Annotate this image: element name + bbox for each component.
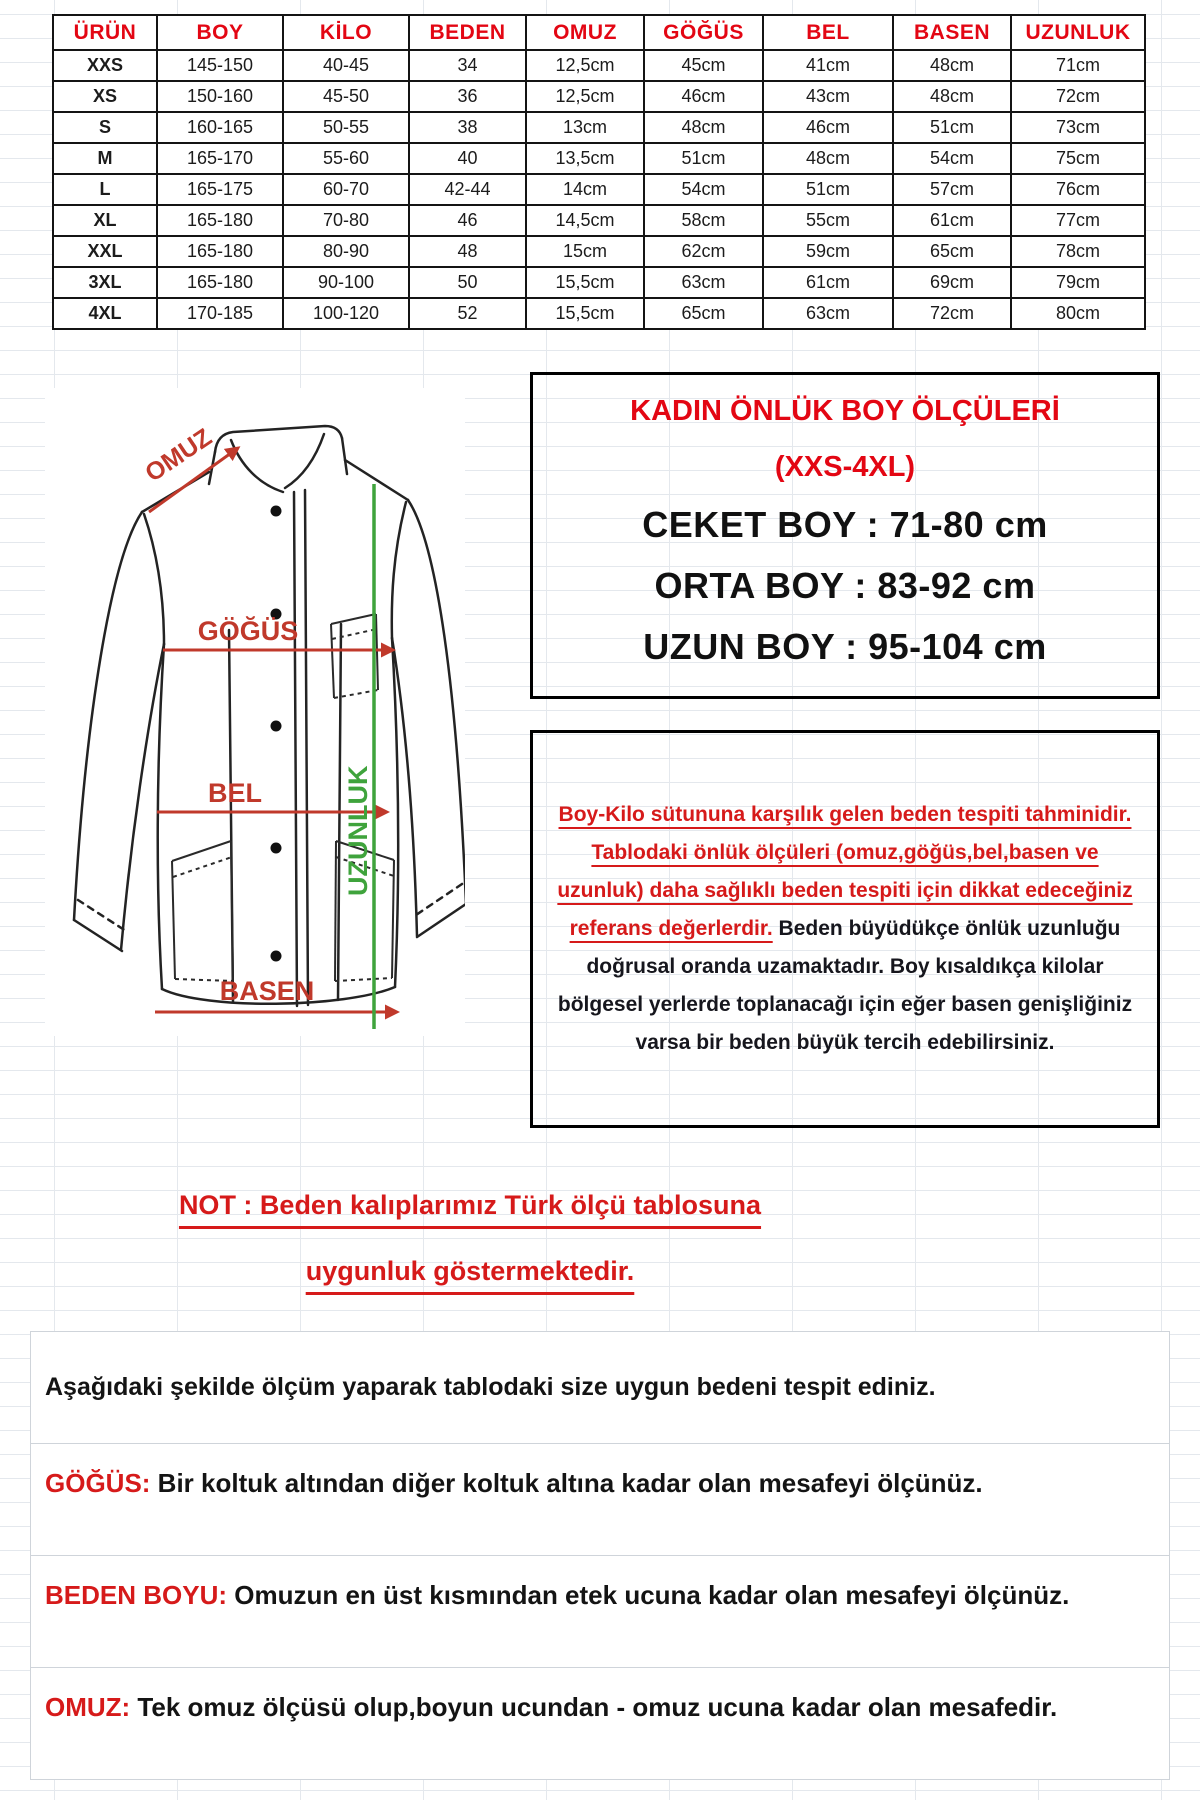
column-header: GÖĞÜS [644,15,763,50]
size-value-cell: 51cm [893,112,1011,143]
size-name-cell: M [53,143,157,174]
size-value-cell: 36 [409,81,526,112]
column-header: BASEN [893,15,1011,50]
size-value-cell: 80cm [1011,298,1145,329]
size-value-cell: 46 [409,205,526,236]
size-value-cell: 52 [409,298,526,329]
shoulder-measure-label: OMUZ [140,423,217,488]
size-value-cell: 80-90 [283,236,409,267]
size-value-cell: 55cm [763,205,893,236]
box-subtitle: (XXS-4XL) [774,451,916,483]
size-value-cell: 51cm [644,143,763,174]
size-value-cell: 40-45 [283,50,409,81]
size-value-cell: 150-160 [157,81,283,112]
size-row [53,81,1145,112]
size-value-cell: 46cm [763,112,893,143]
length-line-orta: ORTA BOY : 83-92 cm [654,565,1036,606]
size-value-cell: 45cm [644,50,763,81]
size-row [53,298,1145,329]
size-value-cell: 160-165 [157,112,283,143]
size-value-cell: 48cm [644,112,763,143]
column-header: OMUZ [526,15,644,50]
size-value-cell: 15,5cm [526,267,644,298]
size-value-cell: 14cm [526,174,644,205]
size-name-cell: XL [53,205,157,236]
size-value-cell: 50-55 [283,112,409,143]
jacket-drawing [45,388,465,1036]
size-value-cell: 38 [409,112,526,143]
explanation-red-text: Boy-Kilo sütununa karşılık gelen beden tespiti tahminidir. Tablodaki önlük ölçüleri (omuz,göğüs,bel,basen ve uzunluk) daha sağlıklı beden tespiti için dikkat edeceğiniz referans değerlerdir. [557,803,1133,940]
instruction-intro: Aşağıdaki şekilde ölçüm yaparak tablodaki size uygun bedeni tespit ediniz. [30,1331,1170,1444]
instruction-term: BEDEN BOYU: [45,1580,228,1610]
size-grid-table [52,14,1146,330]
instruction-list [30,1332,1170,1780]
size-row [53,174,1145,205]
size-row [53,143,1145,174]
size-value-cell: 54cm [644,174,763,205]
instruction-row [30,1667,1170,1780]
size-value-cell: 170-185 [157,298,283,329]
column-header: BEDEN [409,15,526,50]
size-value-cell: 48 [409,236,526,267]
size-value-cell: 76cm [1011,174,1145,205]
instruction-text: Omuzun en üst kısmından etek ucuna kadar olan mesafeyi ölçünüz. [227,1580,1070,1610]
instruction-row [30,1555,1170,1668]
size-value-cell: 14,5cm [526,205,644,236]
size-value-cell: 77cm [1011,205,1145,236]
size-value-cell: 90-100 [283,267,409,298]
length-line-ceket: CEKET BOY : 71-80 cm [642,504,1048,545]
size-name-cell: XXS [53,50,157,81]
size-value-cell: 58cm [644,205,763,236]
size-value-cell: 13,5cm [526,143,644,174]
size-value-cell: 65cm [893,236,1011,267]
size-value-cell: 41cm [763,50,893,81]
button-dots [271,506,282,962]
size-row [53,267,1145,298]
size-value-cell: 60-70 [283,174,409,205]
size-name-cell: S [53,112,157,143]
size-value-cell: 78cm [1011,236,1145,267]
size-value-cell: 72cm [893,298,1011,329]
size-value-cell: 15cm [526,236,644,267]
length-summary-box [530,372,1160,699]
size-value-cell: 42-44 [409,174,526,205]
size-row [53,236,1145,267]
size-value-cell: 65cm [644,298,763,329]
size-value-cell: 70-80 [283,205,409,236]
size-value-cell: 51cm [763,174,893,205]
size-row [53,205,1145,236]
instruction-row [30,1443,1170,1556]
size-value-cell: 13cm [526,112,644,143]
size-value-cell: 57cm [893,174,1011,205]
size-value-cell: 48cm [763,143,893,174]
column-header: BEL [763,15,893,50]
size-value-cell: 145-150 [157,50,283,81]
size-name-cell: 4XL [53,298,157,329]
size-value-cell: 62cm [644,236,763,267]
size-value-cell: 43cm [763,81,893,112]
explanation-paragraph [533,786,1157,1072]
instruction-term: GÖĞÜS: [45,1468,151,1498]
column-header: UZUNLUK [1011,15,1145,50]
size-value-cell: 59cm [763,236,893,267]
size-value-cell: 40 [409,143,526,174]
size-value-cell: 75cm [1011,143,1145,174]
size-value-cell: 165-180 [157,236,283,267]
size-value-cell: 50 [409,267,526,298]
hip-measure-label: BASEN [219,976,315,1006]
instruction-text: Tek omuz ölçüsü olup,boyun ucundan - omuz ucuna kadar olan mesafedir. [130,1692,1058,1722]
size-value-cell: 54cm [893,143,1011,174]
length-line-uzun: UZUN BOY : 95-104 cm [643,626,1047,667]
header-row [53,15,1145,50]
size-row [53,112,1145,143]
size-value-cell: 79cm [1011,267,1145,298]
size-name-cell: 3XL [53,267,157,298]
size-value-cell: 34 [409,50,526,81]
size-value-cell: 72cm [1011,81,1145,112]
size-value-cell: 48cm [893,50,1011,81]
size-value-cell: 15,5cm [526,298,644,329]
garment-diagram [45,388,465,1036]
turkish-standard-note: NOT : Beden kalıplarımız Türk ölçü tablosuna uygunluk göstermektedir. [178,1190,762,1286]
size-value-cell: 100-120 [283,298,409,329]
size-value-cell: 61cm [893,205,1011,236]
size-value-cell: 48cm [893,81,1011,112]
column-header: KİLO [283,15,409,50]
length-measure-label: UZUNLUK [343,765,373,896]
size-value-cell: 61cm [763,267,893,298]
size-value-cell: 12,5cm [526,50,644,81]
size-name-cell: XXL [53,236,157,267]
size-name-cell: XS [53,81,157,112]
size-value-cell: 69cm [893,267,1011,298]
size-row [53,50,1145,81]
waist-measure-label: BEL [208,778,262,808]
chest-measure-label: GÖĞÜS [197,616,299,646]
instruction-term: OMUZ: [45,1692,131,1722]
size-value-cell: 165-180 [157,267,283,298]
size-value-cell: 46cm [644,81,763,112]
size-value-cell: 63cm [644,267,763,298]
size-table [52,14,1146,330]
size-value-cell: 12,5cm [526,81,644,112]
size-name-cell: L [53,174,157,205]
size-value-cell: 71cm [1011,50,1145,81]
size-value-cell: 73cm [1011,112,1145,143]
explanation-box [530,730,1160,1128]
jacket-outline [74,426,465,1006]
explanation-black-text: Beden büyüdükçe önlük uzunluğu doğrusal oranda uzamaktadır. Boy kısaldıkça kilolar bölgesel yerlerde toplanacağı için eğer basen genişliğiniz varsa bir beden büyük tercih edebilirsiniz. [557,917,1133,1054]
column-header: ÜRÜN [53,15,157,50]
size-value-cell: 55-60 [283,143,409,174]
size-value-cell: 165-175 [157,174,283,205]
box-title: KADIN ÖNLÜK BOY ÖLÇÜLERİ [630,395,1060,427]
instruction-text: Bir koltuk altından diğer koltuk altına kadar olan mesafeyi ölçünüz. [150,1468,983,1498]
size-value-cell: 165-170 [157,143,283,174]
column-header: BOY [157,15,283,50]
size-value-cell: 45-50 [283,81,409,112]
size-value-cell: 165-180 [157,205,283,236]
size-value-cell: 63cm [763,298,893,329]
